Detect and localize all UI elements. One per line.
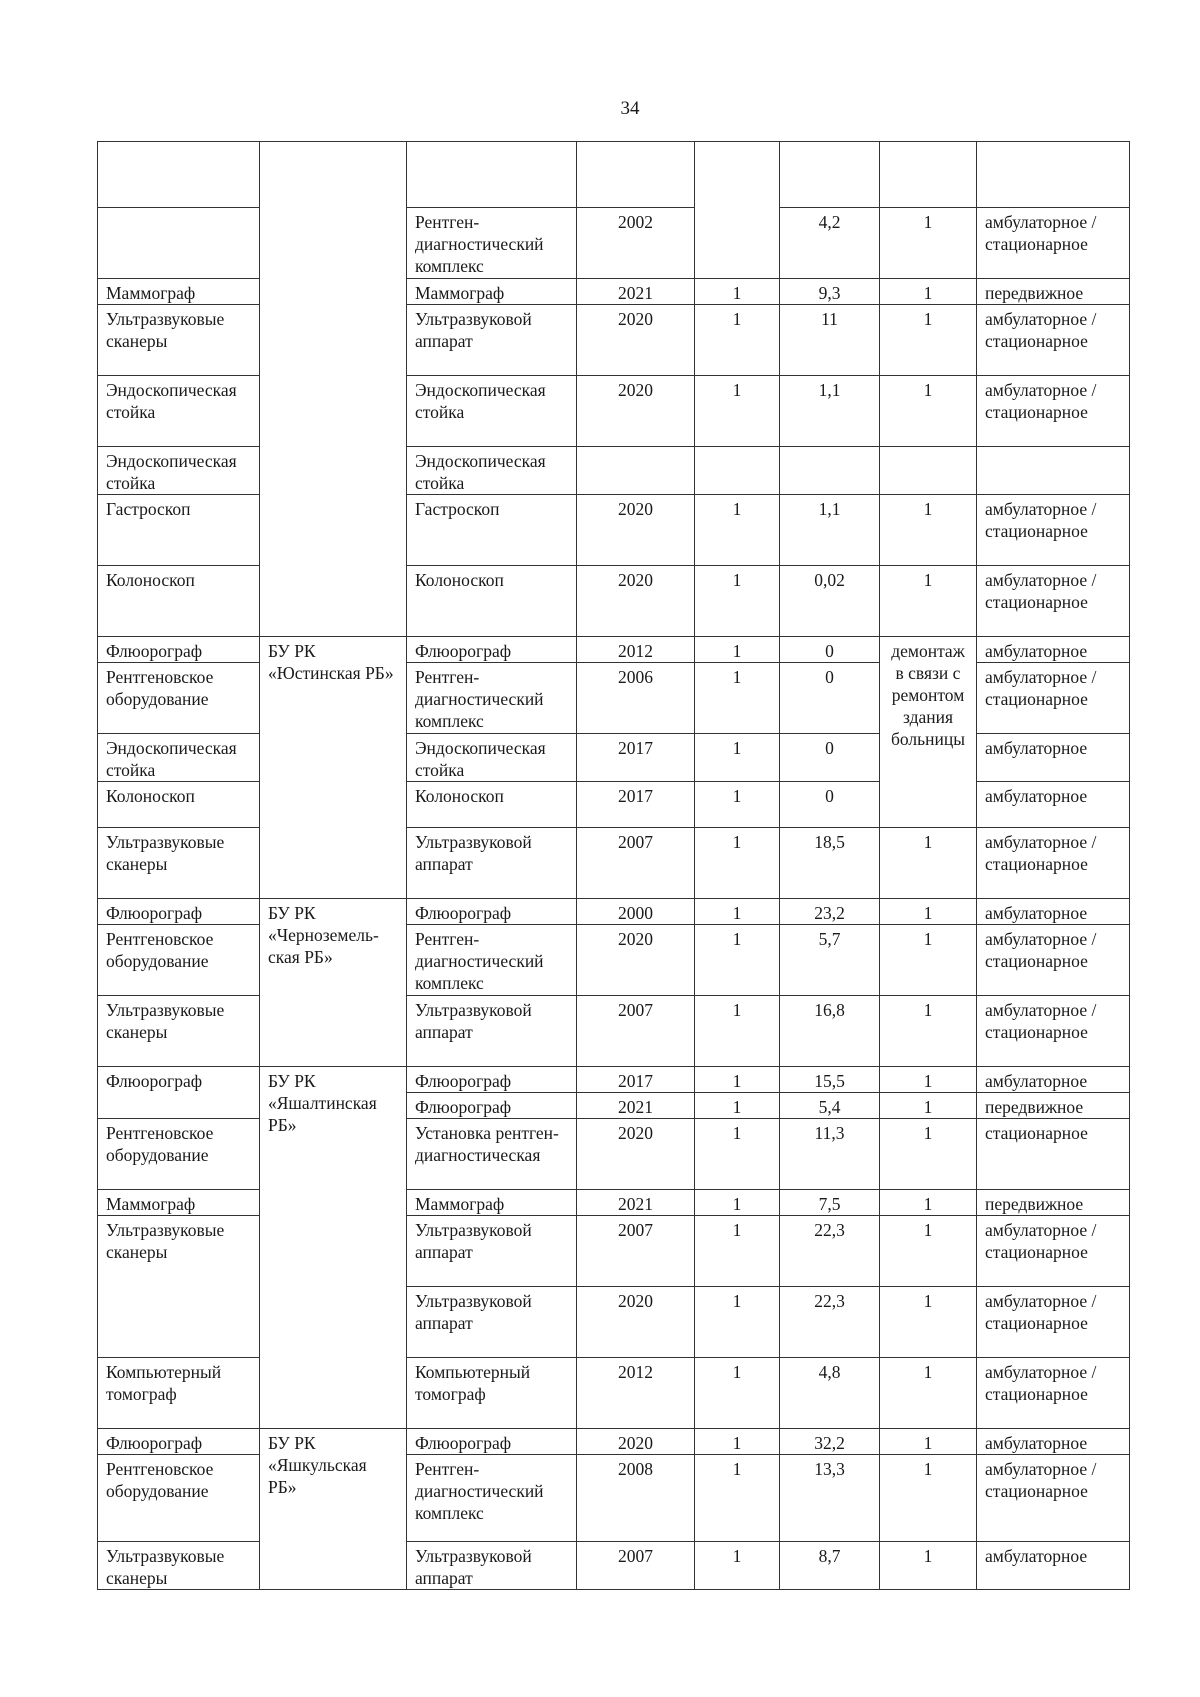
equipment-name-cell: Маммограф <box>407 279 577 305</box>
table-row <box>98 566 1130 637</box>
equipment-category-cell: Ультразвуковые сканеры <box>98 996 260 1067</box>
wear-cell: 0 <box>780 782 880 828</box>
usage-mode-cell: амбулаторное <box>977 1542 1130 1590</box>
table-row <box>98 1216 1130 1287</box>
equipment-name-cell: Эндоскопическая стойка <box>407 376 577 447</box>
year-cell: 2020 <box>577 495 695 566</box>
year-cell: 2008 <box>577 1455 695 1542</box>
wear-cell: 4,2 <box>780 208 880 279</box>
equipment-name-cell <box>407 142 577 208</box>
table-row <box>98 925 1130 996</box>
usage-mode-cell: амбулаторное / стационарное <box>977 566 1130 637</box>
count-cell: 1 <box>880 1190 977 1216</box>
equipment-category-cell: Эндоскопическая стойка <box>98 734 260 782</box>
equipment-name-cell: Ультразвуковой аппарат <box>407 1287 577 1358</box>
equipment-category-cell: Ультразвуковые сканеры <box>98 305 260 376</box>
usage-mode-cell: амбулаторное / стационарное <box>977 208 1130 279</box>
year-cell: 2017 <box>577 782 695 828</box>
count-cell: 1 <box>880 1216 977 1287</box>
quantity-cell: 1 <box>695 1216 780 1287</box>
wear-cell: 5,4 <box>780 1093 880 1119</box>
equipment-table <box>97 141 1130 1590</box>
quantity-cell: 1 <box>695 782 780 828</box>
year-cell: 2000 <box>577 899 695 925</box>
equipment-name-cell: Флюорограф <box>407 899 577 925</box>
count-cell: 1 <box>880 1287 977 1358</box>
equipment-category-cell <box>98 208 260 279</box>
usage-mode-cell: амбулаторное / стационарное <box>977 305 1130 376</box>
usage-mode-cell: амбулаторное / стационарное <box>977 1287 1130 1358</box>
table-row <box>98 828 1130 899</box>
usage-mode-cell: передвижное <box>977 1093 1130 1119</box>
usage-mode-cell: амбулаторное <box>977 1067 1130 1093</box>
quantity-cell: 1 <box>695 1287 780 1358</box>
count-cell <box>880 447 977 495</box>
quantity-cell: 1 <box>695 1067 780 1093</box>
year-cell: 2020 <box>577 305 695 376</box>
count-cell: 1 <box>880 208 977 279</box>
equipment-category-cell: Флюорограф <box>98 1429 260 1455</box>
wear-cell: 32,2 <box>780 1429 880 1455</box>
equipment-name-cell: Ультразвуковой аппарат <box>407 305 577 376</box>
equipment-name-cell: Флюорограф <box>407 1093 577 1119</box>
wear-cell: 1,1 <box>780 376 880 447</box>
quantity-cell: 1 <box>695 279 780 305</box>
dismantled-status-cell: демонтаж в связи с ремонтом здания больницы <box>880 637 977 828</box>
year-cell: 2017 <box>577 1067 695 1093</box>
equipment-category-cell: Маммограф <box>98 279 260 305</box>
table-row <box>98 1429 1130 1455</box>
equipment-name-cell: Эндоскопическая стойка <box>407 447 577 495</box>
year-cell <box>577 447 695 495</box>
year-cell: 2020 <box>577 566 695 637</box>
usage-mode-cell: амбулаторное <box>977 782 1130 828</box>
usage-mode-cell: амбулаторное <box>977 1429 1130 1455</box>
count-cell: 1 <box>880 566 977 637</box>
year-cell: 2021 <box>577 279 695 305</box>
equipment-name-cell: Ультразвуковой аппарат <box>407 996 577 1067</box>
quantity-cell: 1 <box>695 828 780 899</box>
year-cell: 2021 <box>577 1190 695 1216</box>
quantity-cell: 1 <box>695 996 780 1067</box>
quantity-cell: 1 <box>695 1358 780 1429</box>
organization-cell: БУ РК «Черноземель-ская РБ» <box>260 899 407 1067</box>
wear-cell: 15,5 <box>780 1067 880 1093</box>
quantity-cell: 1 <box>695 495 780 566</box>
usage-mode-cell: амбулаторное / стационарное <box>977 495 1130 566</box>
equipment-name-cell: Колоноскоп <box>407 782 577 828</box>
quantity-cell: 1 <box>695 305 780 376</box>
year-cell: 2020 <box>577 1429 695 1455</box>
usage-mode-cell: амбулаторное / стационарное <box>977 663 1130 734</box>
count-cell: 1 <box>880 925 977 996</box>
usage-mode-cell <box>977 142 1130 208</box>
equipment-category-cell: Гастроскоп <box>98 495 260 566</box>
equipment-category-cell: Рентгеновское оборудование <box>98 1119 260 1190</box>
equipment-category-cell: Компьютерный томограф <box>98 1358 260 1429</box>
equipment-table-body <box>98 142 1130 1590</box>
table-row <box>98 1119 1130 1190</box>
equipment-name-cell: Флюорограф <box>407 637 577 663</box>
year-cell: 2020 <box>577 925 695 996</box>
equipment-category-cell: Маммограф <box>98 1190 260 1216</box>
wear-cell: 8,7 <box>780 1542 880 1590</box>
equipment-name-cell: Гастроскоп <box>407 495 577 566</box>
year-cell: 2007 <box>577 1542 695 1590</box>
wear-cell: 0 <box>780 734 880 782</box>
usage-mode-cell: амбулаторное / стационарное <box>977 925 1130 996</box>
equipment-name-cell: Рентген-диагностический комплекс <box>407 663 577 734</box>
usage-mode-cell: амбулаторное / стационарное <box>977 376 1130 447</box>
quantity-cell: 1 <box>695 899 780 925</box>
count-cell: 1 <box>880 1358 977 1429</box>
year-cell: 2012 <box>577 1358 695 1429</box>
quantity-cell: 1 <box>695 1190 780 1216</box>
year-cell: 2020 <box>577 1287 695 1358</box>
table-row <box>98 1067 1130 1093</box>
year-cell: 2007 <box>577 828 695 899</box>
equipment-name-cell: Установка рентген-диагностическая <box>407 1119 577 1190</box>
equipment-name-cell: Эндоскопическая стойка <box>407 734 577 782</box>
table-row <box>98 1358 1130 1429</box>
equipment-category-cell: Рентгеновское оборудование <box>98 1455 260 1542</box>
year-cell: 2020 <box>577 376 695 447</box>
quantity-cell: 1 <box>695 925 780 996</box>
count-cell: 1 <box>880 828 977 899</box>
wear-cell <box>780 447 880 495</box>
organization-cell: БУ РК «Юстинская РБ» <box>260 637 407 899</box>
table-row <box>98 305 1130 376</box>
count-cell: 1 <box>880 279 977 305</box>
equipment-category-cell: Эндоскопическая стойка <box>98 376 260 447</box>
table-row <box>98 1190 1130 1216</box>
wear-cell: 22,3 <box>780 1216 880 1287</box>
equipment-name-cell: Ультразвуковой аппарат <box>407 828 577 899</box>
quantity-cell: 1 <box>695 1542 780 1590</box>
count-cell: 1 <box>880 1093 977 1119</box>
equipment-category-cell: Колоноскоп <box>98 566 260 637</box>
year-cell <box>577 142 695 208</box>
page-number: 34 <box>620 98 640 119</box>
usage-mode-cell: амбулаторное <box>977 899 1130 925</box>
equipment-name-cell: Флюорограф <box>407 1429 577 1455</box>
count-cell: 1 <box>880 376 977 447</box>
quantity-cell: 1 <box>695 1429 780 1455</box>
year-cell: 2007 <box>577 996 695 1067</box>
wear-cell: 0 <box>780 663 880 734</box>
organization-cell <box>260 142 407 637</box>
count-cell: 1 <box>880 1455 977 1542</box>
equipment-category-cell: Ультразвуковые сканеры <box>98 828 260 899</box>
count-cell: 1 <box>880 1067 977 1093</box>
quantity-cell: 1 <box>695 1093 780 1119</box>
equipment-name-cell: Ультразвуковой аппарат <box>407 1216 577 1287</box>
wear-cell: 11 <box>780 305 880 376</box>
count-cell: 1 <box>880 996 977 1067</box>
equipment-category-cell: Ультразвуковые сканеры <box>98 1216 260 1358</box>
year-cell: 2020 <box>577 1119 695 1190</box>
year-cell: 2007 <box>577 1216 695 1287</box>
usage-mode-cell: амбулаторное <box>977 734 1130 782</box>
count-cell: 1 <box>880 899 977 925</box>
year-cell: 2002 <box>577 208 695 279</box>
quantity-cell: 1 <box>695 376 780 447</box>
wear-cell: 18,5 <box>780 828 880 899</box>
equipment-name-cell: Рентген-диагностический комплекс <box>407 1455 577 1542</box>
equipment-category-cell: Эндоскопическая стойка <box>98 447 260 495</box>
equipment-name-cell: Маммограф <box>407 1190 577 1216</box>
equipment-category-cell: Флюорограф <box>98 637 260 663</box>
quantity-cell <box>695 447 780 495</box>
table-row <box>98 1455 1130 1542</box>
equipment-category-cell: Флюорограф <box>98 1067 260 1119</box>
equipment-category-cell: Рентгеновское оборудование <box>98 663 260 734</box>
organization-cell: БУ РК «Яшалтинская РБ» <box>260 1067 407 1429</box>
table-row <box>98 208 1130 279</box>
equipment-category-cell: Колоноскоп <box>98 782 260 828</box>
count-cell: 1 <box>880 1429 977 1455</box>
usage-mode-cell: амбулаторное / стационарное <box>977 1358 1130 1429</box>
wear-cell: 23,2 <box>780 899 880 925</box>
count-cell: 1 <box>880 1119 977 1190</box>
usage-mode-cell <box>977 447 1130 495</box>
year-cell: 2017 <box>577 734 695 782</box>
wear-cell: 5,7 <box>780 925 880 996</box>
equipment-name-cell: Рентген-диагностический комплекс <box>407 208 577 279</box>
quantity-cell: 1 <box>695 1119 780 1190</box>
quantity-cell: 1 <box>695 1455 780 1542</box>
organization-cell: БУ РК «Яшкульская РБ» <box>260 1429 407 1590</box>
table-row <box>98 376 1130 447</box>
usage-mode-cell: передвижное <box>977 279 1130 305</box>
wear-cell: 0 <box>780 637 880 663</box>
count-cell: 1 <box>880 1542 977 1590</box>
equipment-name-cell: Колоноскоп <box>407 566 577 637</box>
wear-cell: 4,8 <box>780 1358 880 1429</box>
usage-mode-cell: амбулаторное / стационарное <box>977 1216 1130 1287</box>
count-cell <box>880 142 977 208</box>
table-row <box>98 637 1130 663</box>
quantity-cell: 1 <box>695 637 780 663</box>
usage-mode-cell: амбулаторное / стационарное <box>977 828 1130 899</box>
usage-mode-cell: передвижное <box>977 1190 1130 1216</box>
equipment-name-cell: Ультразвуковой аппарат <box>407 1542 577 1590</box>
table-row <box>98 279 1130 305</box>
quantity-cell <box>695 142 780 279</box>
table-row <box>98 899 1130 925</box>
equipment-name-cell: Рентген-диагностический комплекс <box>407 925 577 996</box>
table-row <box>98 495 1130 566</box>
year-cell: 2012 <box>577 637 695 663</box>
year-cell: 2021 <box>577 1093 695 1119</box>
wear-cell: 0,02 <box>780 566 880 637</box>
equipment-category-cell: Рентгеновское оборудование <box>98 925 260 996</box>
equipment-category-cell: Флюорограф <box>98 899 260 925</box>
equipment-name-cell: Флюорограф <box>407 1067 577 1093</box>
wear-cell: 11,3 <box>780 1119 880 1190</box>
usage-mode-cell: амбулаторное / стационарное <box>977 1455 1130 1542</box>
wear-cell: 13,3 <box>780 1455 880 1542</box>
count-cell: 1 <box>880 495 977 566</box>
wear-cell <box>780 142 880 208</box>
quantity-cell: 1 <box>695 566 780 637</box>
equipment-category-cell <box>98 142 260 208</box>
wear-cell: 7,5 <box>780 1190 880 1216</box>
usage-mode-cell: амбулаторное / стационарное <box>977 996 1130 1067</box>
table-row <box>98 996 1130 1067</box>
equipment-category-cell: Ультразвуковые сканеры <box>98 1542 260 1590</box>
quantity-cell: 1 <box>695 663 780 734</box>
quantity-cell: 1 <box>695 734 780 782</box>
usage-mode-cell: стационарное <box>977 1119 1130 1190</box>
wear-cell: 1,1 <box>780 495 880 566</box>
count-cell: 1 <box>880 305 977 376</box>
wear-cell: 16,8 <box>780 996 880 1067</box>
equipment-name-cell: Компьютерный томограф <box>407 1358 577 1429</box>
year-cell: 2006 <box>577 663 695 734</box>
table-row <box>98 1542 1130 1590</box>
table-row <box>98 447 1130 495</box>
table-row <box>98 142 1130 208</box>
usage-mode-cell: амбулаторное <box>977 637 1130 663</box>
wear-cell: 22,3 <box>780 1287 880 1358</box>
wear-cell: 9,3 <box>780 279 880 305</box>
